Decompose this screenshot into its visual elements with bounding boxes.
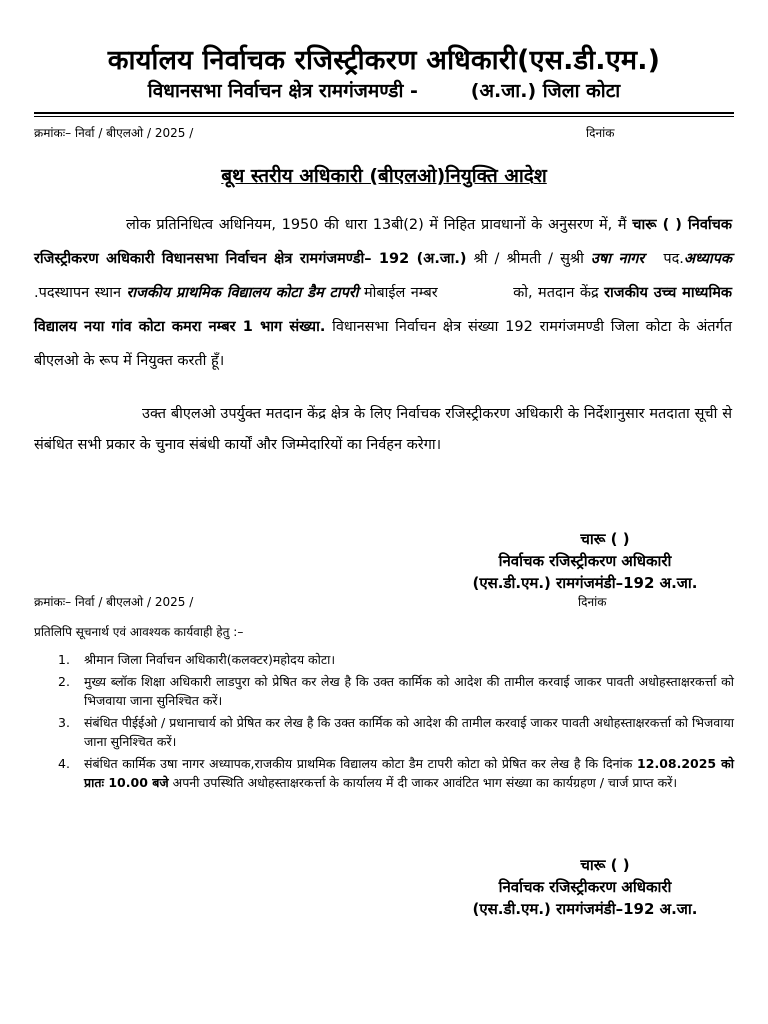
appointee-post: अध्यापक [683, 251, 732, 267]
signatory-designation: निर्वाचक रजिस्ट्रीकरण अधिकारी [498, 552, 672, 570]
list-item: 4. संबंधित कार्मिक उषा नागर अध्यापक,राजकीय प्राथमिक विद्यालय कोटा डैम टापरी कोटा को प्रेषित कर लेख है कि दिनांक 12.08.2025 को प्रातः 10.00 बजे अपनी उपस्थिति अधोहस्ताक्षरकर्त्ता के कार्यालय में दी जाकर आवंटित भाग संख्या का कार्यग्रहण / चार्ज प्राप्त करें। [58, 756, 734, 790]
signatory-name: चारू ( ) [580, 856, 630, 874]
list-item: 2. मुख्य ब्लॉक शिक्षा अधिकारी लाडपुरा को प्रेषित कर लेख है कि उक्त कार्मिक को आदेश की तामील करवाई जाकर पावती अधोहस्ताक्षरकर्त्ता को भिजवाया जाना सुनिश्चित करें। [58, 674, 734, 708]
reporting-datetime: 12.08.2025 को प्रातः 10.00 बजे [84, 756, 734, 790]
list-item: 3. संबंधित पीईईओ / प्रधानाचार्य को प्रेषित कर लेख है कि उक्त कार्मिक को आदेश की तामील करवाई जाकर पावती अधोहस्ताक्षरकर्त्ता को भिजवाया जाना सुनिश्चित करें। [58, 715, 734, 749]
copy-reference-number: क्रमांकः– निर्वा / बीएलओ / 2025 / [34, 595, 194, 609]
appointment-tail: विधानसभा निर्वाचन क्षेत्र संख्या 192 रामगंजमण्डी जिला कोटा के अंतर्गत बीएलओ के रूप में नियुक्त करती हूँ। [34, 319, 732, 369]
signatory-name: चारू ( ) [580, 530, 630, 548]
order-title: बूथ स्तरीय अधिकारी (बीएलओ)नियुक्ति आदेश [221, 165, 547, 187]
signature-block-1 [440, 528, 730, 594]
reference-number: क्रमांकः– निर्वा / बीएलओ / 2025 / [34, 126, 194, 140]
duties-paragraph [34, 399, 732, 461]
polling-station: राजकीय उच्च माध्यमिक विद्यालय नया गांव कोटा कमरा नम्बर 1 भाग संख्या. [34, 285, 733, 335]
office-title: कार्यालय निर्वाचक रजिस्ट्रीकरण अधिकारी(एस.डी.एम.) [107, 45, 661, 76]
header-rule-thin [34, 116, 734, 117]
signature-block-2 [440, 854, 730, 920]
copy-heading: प्रतिलिपि सूचनार्थ एवं आवश्यक कार्यवाही हेतु :– [34, 625, 244, 639]
list-item: 1. श्रीमान जिला निर्वाचन अधिकारी(कलक्टर)महोदय कोटा। [58, 652, 336, 667]
date-label: दिनांक [586, 126, 615, 140]
mobile-label: मोबाईल नम्बर [363, 285, 438, 301]
posting-school: राजकीय प्राथमिक विद्यालय कोटा डैम टापरी [126, 285, 359, 301]
copy-list [50, 650, 734, 795]
intro-text: लोक प्रतिनिधित्व अधिनियम, 1950 की धारा 13बी(2) में निहित प्रावधानों के अनुसरण में, मैं [126, 217, 627, 233]
appointment-paragraph [34, 208, 732, 378]
header-rule-thick [34, 112, 734, 114]
post-label: पद. [663, 251, 684, 267]
polling-station-label: को, मतदान केंद्र [513, 285, 599, 301]
signatory-office: (एस.डी.एम.) रामगंजमंडी–192 अ.जा. [472, 900, 698, 918]
title-options: श्री / श्रीमती / सुश्री [473, 251, 584, 267]
appointee-name: उषा नागर [590, 251, 645, 267]
posting-label: .पदस्थापन स्थान [34, 285, 122, 301]
officer-line: चारू ( ) निर्वाचक रजिस्ट्रीकरण अधिकारी विधानसभा निर्वाचन क्षेत्र रामगंजमण्डी– 192 (अ.जा.) [34, 217, 733, 267]
signatory-designation: निर्वाचक रजिस्ट्रीकरण अधिकारी [498, 878, 672, 896]
copy-date-label: दिनांक [578, 595, 607, 609]
signatory-office: (एस.डी.एम.) रामगंजमंडी–192 अ.जा. [472, 574, 698, 592]
constituency-line: विधानसभा निर्वाचन क्षेत्र रामगंजमण्डी - (अ.जा.) जिला कोटा [147, 80, 621, 102]
duties-text: उक्त बीएलओ उपर्युक्त मतदान केंद्र क्षेत्र के लिए निर्वाचक रजिस्ट्रीकरण अधिकारी के निर्देशानुसार मतदाता सूची से संबंधित सभी प्रकार के चुनाव संबंधी कार्यों और जिम्मेदारियों का निर्वहन करेगा। [34, 406, 732, 453]
